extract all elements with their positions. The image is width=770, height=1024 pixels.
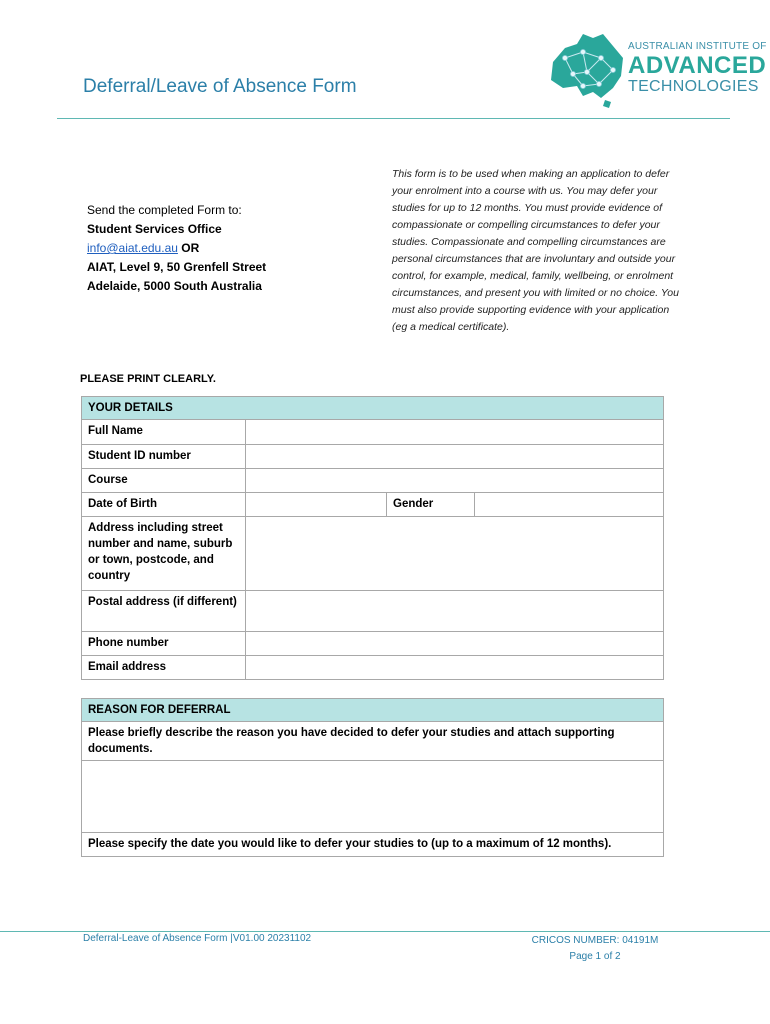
send-to-intro: Send the completed Form to: — [87, 203, 242, 217]
reason-for-deferral-table — [81, 698, 664, 857]
gender-field[interactable] — [475, 493, 664, 517]
footer-divider — [0, 931, 770, 932]
your-details-table — [81, 396, 664, 680]
student-id-field[interactable] — [246, 445, 664, 469]
email-label: Email address — [82, 656, 246, 680]
dob-label: Date of Birth — [82, 493, 246, 517]
your-details-heading: YOUR DETAILS — [82, 397, 664, 420]
dob-field[interactable] — [246, 493, 387, 517]
footer-form-version: Deferral-Leave of Absence Form |V01.00 20231102 — [83, 933, 312, 944]
send-to-block — [87, 201, 266, 296]
defer-date-label: Please specify the date you would like to defer your studies to (up to a maximum of 12 months). — [82, 833, 664, 857]
title-divider — [57, 118, 730, 119]
address-line-2: Adelaide, 5000 South Australia — [87, 279, 262, 293]
phone-label: Phone number — [82, 632, 246, 656]
full-name-field[interactable] — [246, 420, 664, 445]
footer-right — [490, 933, 700, 965]
course-label: Course — [82, 469, 246, 493]
logo-line-3: TECHNOLOGIES — [628, 78, 759, 95]
or-label: OR — [181, 241, 200, 255]
postal-address-label: Postal address (if different) — [82, 591, 246, 632]
email-field[interactable] — [246, 656, 664, 680]
print-clearly-note: PLEASE PRINT CLEARLY. — [80, 373, 216, 385]
address-label: Address including street number and name, suburb or town, postcode, and country — [82, 517, 246, 591]
logo-line-1: AUSTRALIAN INSTITUTE OF — [628, 41, 767, 52]
address-field[interactable] — [246, 517, 664, 591]
logo-wordmark — [628, 42, 767, 95]
phone-field[interactable] — [246, 632, 664, 656]
intro-paragraph: This form is to be used when making an application to defer your enrolment into a course with us. You may defer your studies for up to 12 months. You must provide evidence of compassionate or compelling circumstances to defer your studies. Compassionate and compelling circumstances are personal circumstances that are involuntary and outside your control, for example, medical, family, wellbeing, or enrolment circumstances, and present you with limited or no choice. You must also provide supporting evidence with your application (eg a medical certificate). — [392, 168, 679, 333]
full-name-label: Full Name — [82, 420, 246, 445]
australia-network-icon — [543, 28, 633, 108]
cricos-number: CRICOS NUMBER: 04191M — [531, 935, 659, 946]
logo-line-2: ADVANCED — [628, 52, 767, 79]
email-link[interactable]: info@aiat.edu.au — [87, 241, 178, 255]
postal-address-field[interactable] — [246, 591, 664, 632]
course-field[interactable] — [246, 469, 664, 493]
office-name: Student Services Office — [87, 222, 222, 236]
page-number: Page 1 of 2 — [569, 951, 621, 962]
reason-field[interactable] — [82, 761, 664, 833]
page-title: Deferral/Leave of Absence Form — [83, 76, 357, 97]
reason-describe-label: Please briefly describe the reason you have decided to defer your studies and attach supporting documents. — [82, 722, 664, 761]
address-line-1: AIAT, Level 9, 50 Grenfell Street — [87, 260, 267, 274]
gender-label: Gender — [387, 493, 475, 517]
reason-heading: REASON FOR DEFERRAL — [82, 699, 664, 722]
student-id-label: Student ID number — [82, 445, 246, 469]
